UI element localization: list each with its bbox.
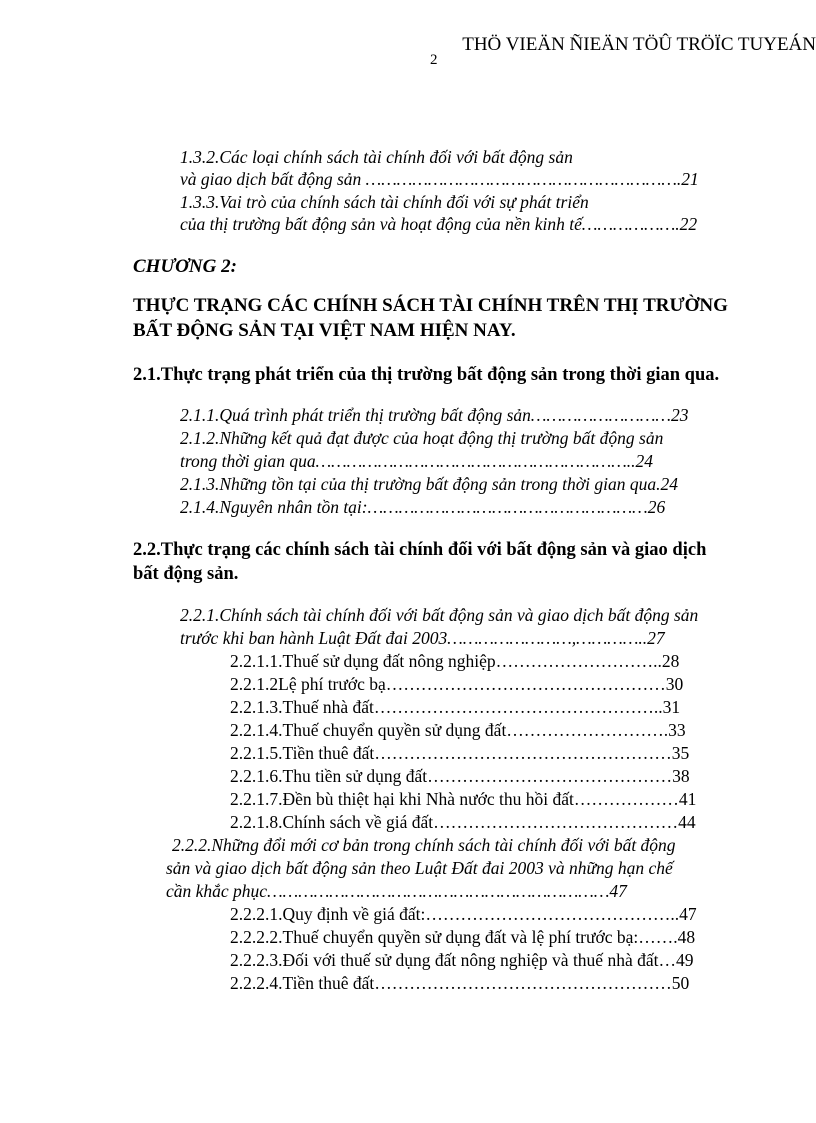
toc-entry: 2.1.3.Những tồn tại của thị trường bất động sản trong thời gian qua.24: [180, 474, 678, 494]
toc-subentry: 2.2.2.2.Thuế chuyển quyền sử dụng đất và lệ phí trước bạ:…….48: [230, 927, 696, 947]
toc-subentry: 2.2.2.4.Tiền thuê đất……………………………………………50: [230, 973, 690, 993]
section-heading: 2.1.Thực trạng phát triển của thị trường bất động sản trong thời gian qua.: [133, 365, 720, 385]
section-heading: bất động sản.: [133, 564, 239, 584]
chapter-title: BẤT ĐỘNG SẢN TẠI VIỆT NAM HIỆN NAY.: [133, 320, 516, 341]
toc-subentry: 2.2.1.4.Thuế chuyển quyền sử dụng đất……………………….33: [230, 720, 686, 740]
toc-entry: 1.3.2.Các loại chính sách tài chính đối với bất động sản: [180, 147, 573, 167]
toc-entry: của thị trường bất động sản và hoạt động của nền kinh tế……………….22: [180, 214, 698, 234]
toc-subentry: 2.2.1.3.Thuế nhà đất…………………………………………..31: [230, 697, 681, 717]
toc-entry: cần khắc phục…………………………………………………………47: [166, 881, 627, 901]
toc-entry: và giao dịch bất động sản …………………………………………………….21: [180, 169, 699, 189]
toc-subentry: 2.2.1.5.Tiền thuê đất……………………………………………35: [230, 743, 690, 763]
toc-entry: 2.1.1.Quá trình phát triển thị trường bất động sản………………………23: [180, 405, 689, 425]
toc-subentry: 2.2.1.7.Đền bù thiệt hại khi Nhà nước thu hồi đất………………41: [230, 789, 697, 809]
toc-subentry: 2.2.1.1.Thuế sử dụng đất nông nghiệp………………………..28: [230, 651, 680, 671]
section-heading: 2.2.Thực trạng các chính sách tài chính đối với bất động sản và giao dịch: [133, 540, 707, 560]
toc-entry: 2.1.2.Những kết quả đạt được của hoạt động thị trường bất động sản: [180, 428, 664, 448]
chapter-title: THỰC TRẠNG CÁC CHÍNH SÁCH TÀI CHÍNH TRÊN THỊ TRƯỜNG: [133, 295, 728, 316]
toc-entry: 2.2.1.Chính sách tài chính đối với bất động sản và giao dịch bất động sản: [180, 605, 699, 625]
header-brand: THÖ VIEÄN ÑIEÄN TÖÛ TRÖÏC TUYEÁN: [462, 34, 816, 55]
toc-entry: trước khi ban hành Luật Đất đai 2003……………………,…………..27: [180, 628, 665, 648]
toc-subentry: 2.2.1.8.Chính sách về giá đất……………………………………44: [230, 812, 696, 832]
toc-subentry: 2.2.2.1.Quy định về giá đất:……………………………………..47: [230, 904, 697, 924]
toc-entry: 2.1.4.Nguyên nhân tồn tại:………………………………………………26: [180, 497, 666, 517]
toc-entry: trong thời gian qua……………………………………………………..24: [180, 451, 654, 471]
page-number: 2: [430, 52, 438, 68]
toc-subentry: 2.2.2.3.Đối với thuế sử dụng đất nông nghiệp và thuế nhà đất…49: [230, 950, 694, 970]
toc-subentry: 2.2.1.2Lệ phí trước bạ…………………………………………30: [230, 674, 684, 694]
toc-entry: sản và giao dịch bất động sản theo Luật Đất đai 2003 và những hạn chế: [166, 858, 673, 878]
toc-entry: 1.3.3.Vai trò của chính sách tài chính đối với sự phát triển: [180, 192, 589, 212]
chapter-label: CHƯƠNG 2:: [133, 256, 237, 277]
toc-subentry: 2.2.1.6.Thu tiền sử dụng đất……………………………………38: [230, 766, 690, 786]
toc-entry: 2.2.2.Những đổi mới cơ bản trong chính sách tài chính đối với bất động: [172, 835, 676, 855]
